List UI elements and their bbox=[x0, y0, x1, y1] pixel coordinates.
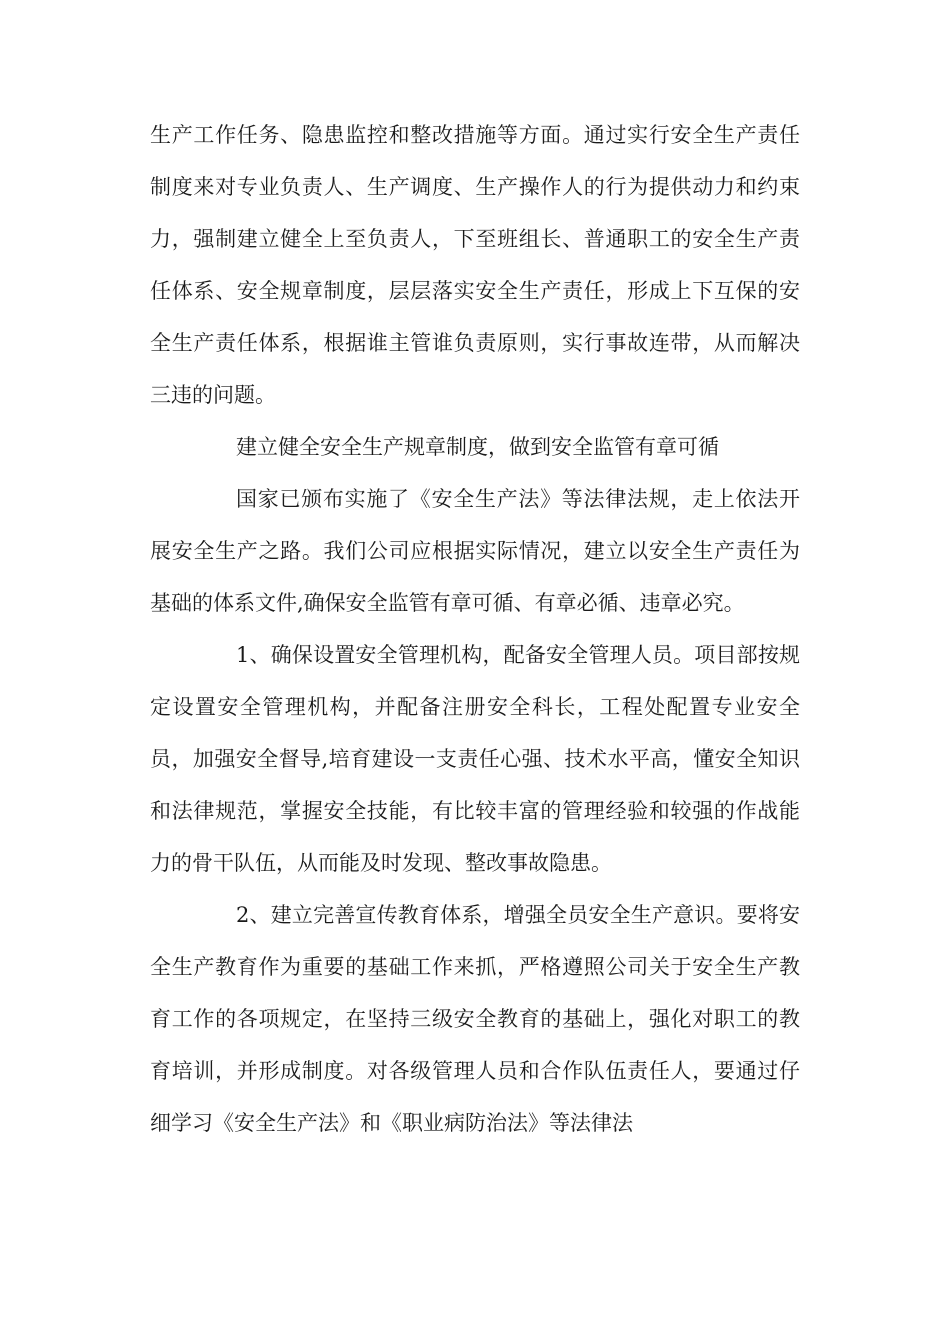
paragraph-continuation: 生产工作任务、隐患监控和整改措施等方面。通过实行安全生产责任制度来对专业负责人、生产调度、生产操作人的行为提供动力和约束力，强制建立健全上至负责人，下至班组长、普通职工的安全生产责任体系、安全规章制度，层层落实安全生产责任，形成上下互保的安全生产责任体系，根据谁主管谁负责原则，实行事故连带，从而解决三违的问题。 bbox=[150, 123, 800, 407]
section-heading: 建立健全安全生产规章制度，做到安全监管有章可循 bbox=[236, 435, 719, 459]
paragraph-regulations: 国家已颁布实施了《安全生产法》等法律法规，走上依法开展安全生产之路。我们公司应根据实际情况，建立以安全生产责任为基础的体系文件,确保安全监管有章可循、有章必循、违章必究。 bbox=[150, 487, 800, 615]
document-body bbox=[150, 109, 800, 1149]
paragraph-item-2: 2、建立完善宣传教育体系，增强全员安全生产意识。要将安全生产教育作为重要的基础工作来抓，严格遵照公司关于安全生产教育工作的各项规定，在坚持三级安全教育的基础上，强化对职工的教育培训，并形成制度。对各级管理人员和合作队伍责任人，要通过仔细学习《安全生产法》和《职业病防治法》等法律法 bbox=[150, 903, 800, 1135]
paragraph-item-1: 1、确保设置安全管理机构，配备安全管理人员。项目部按规定设置安全管理机构，并配备注册安全科长，工程处配置专业安全员，加强安全督导,培育建设一支责任心强、技术水平高，懂安全知识和法律规范，掌握安全技能，有比较丰富的管理经验和较强的作战能力的骨干队伍，从而能及时发现、整改事故隐患。 bbox=[150, 643, 800, 875]
